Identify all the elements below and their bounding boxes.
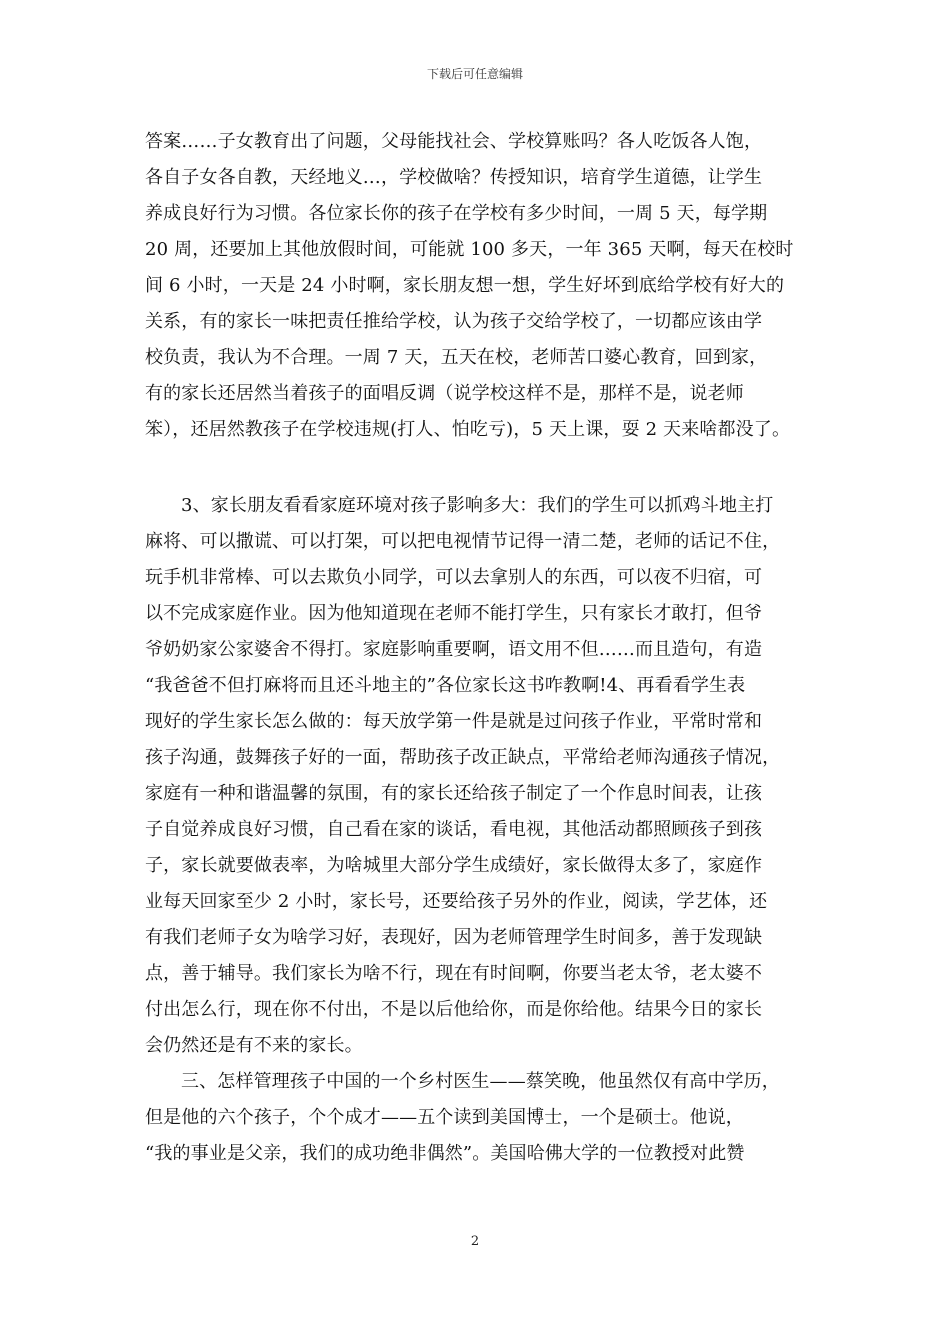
text-line: 付出怎么行，现在你不付出，不是以后他给你，而是你给他。结果今日的家长 [145, 999, 763, 1020]
document-body [145, 124, 820, 1172]
text-line: 但是他的六个孩子，个个成才——五个读到美国博士，一个是硕士。他说， [145, 1107, 744, 1128]
text-line: 家庭有一种和谐温馨的氛围，有的家长还给孩子制定了一个作息时间表，让孩 [145, 783, 763, 804]
text-line: 关系，有的家长一味把责任推给学校，认为孩子交给学校了，一切都应该由学 [145, 311, 763, 332]
paragraph [145, 1064, 820, 1172]
text-line: 笨），还居然教孩子在学校违规(打人、怕吃亏)，5 天上课，耍 2 天来啥都没了。 [145, 419, 791, 440]
paragraph-gap [145, 448, 820, 488]
text-line: 校负责，我认为不合理。一周 7 天，五天在校，老师苦口婆心教育，回到家， [145, 347, 768, 368]
text-line: 玩手机非常棒、可以去欺负小同学，可以去拿别人的东西，可以夜不归宿，可 [145, 567, 763, 588]
page-number: 2 [470, 1234, 480, 1249]
text-line: 麻将、可以撒谎、可以打架，可以把电视情节记得一清二楚，老师的话记不住， [145, 531, 781, 552]
text-line: 有我们老师子女为啥学习好，表现好，因为老师管理学生时间多，善于发现缺 [145, 927, 763, 948]
text-line: 子自觉养成良好习惯，自己看在家的谈话，看电视，其他活动都照顾孩子到孩 [145, 819, 763, 840]
text-line: 各自子女各自教，天经地义…，学校做啥？传授知识，培育学生道德，让学生 [145, 167, 763, 188]
text-line: 点，善于辅导。我们家长为啥不行，现在有时间啊，你要当老太爷，老太婆不 [145, 963, 763, 984]
text-line: 有的家长还居然当着孩子的面唱反调（说学校这样不是，那样不是，说老师 [145, 383, 744, 404]
text-line: “我爸爸不但打麻将而且还斗地主的”各位家长这书咋教啊!4、再看看学生表 [145, 675, 746, 696]
paragraph [145, 124, 820, 448]
text-line: 三、怎样管理孩子中国的一个乡村医生——蔡笑晚，他虽然仅有高中学历， [181, 1071, 780, 1092]
page-header: 下载后可任意编辑 [426, 67, 523, 81]
text-line: 间 6 小时，一天是 24 小时啊，家长朋友想一想，学生好坏到底给学校有好大的 [145, 275, 785, 296]
paragraph [145, 488, 820, 1064]
text-line: 业每天回家至少 2 小时，家长号，还要给孩子另外的作业，阅读，学艺体，还 [145, 891, 768, 912]
text-line: 以不完成家庭作业。因为他知道现在老师不能打学生，只有家长才敢打，但爷 [145, 603, 763, 624]
text-line: 20 周，还要加上其他放假时间，可能就 100 多天，一年 365 天啊，每天在校时 [145, 239, 794, 260]
text-line: 3、家长朋友看看家庭环境对孩子影响多大：我们的学生可以抓鸡斗地主打 [181, 495, 774, 516]
text-line: 爷奶奶家公家婆舍不得打。家庭影响重要啊，语文用不但……而且造句，有造 [145, 639, 763, 660]
text-line: 养成良好行为习惯。各位家长你的孩子在学校有多少时间，一周 5 天，每学期 [145, 203, 768, 224]
text-line: 子，家长就要做表率，为啥城里大部分学生成绩好，家长做得太多了，家庭作 [145, 855, 763, 876]
text-line: 答案……子女教育出了问题，父母能找社会、学校算账吗？各人吃饭各人饱， [145, 131, 763, 152]
text-line: 孩子沟通，鼓舞孩子好的一面，帮助孩子改正缺点，平常给老师沟通孩子情况， [145, 747, 781, 768]
text-line: 现好的学生家长怎么做的：每天放学第一件是就是过问孩子作业，平常时常和 [145, 711, 763, 732]
text-line: 会仍然还是有不来的家长。 [145, 1035, 363, 1056]
text-line: “我的事业是父亲，我们的成功绝非偶然”。美国哈佛大学的一位教授对此赞 [145, 1143, 745, 1164]
